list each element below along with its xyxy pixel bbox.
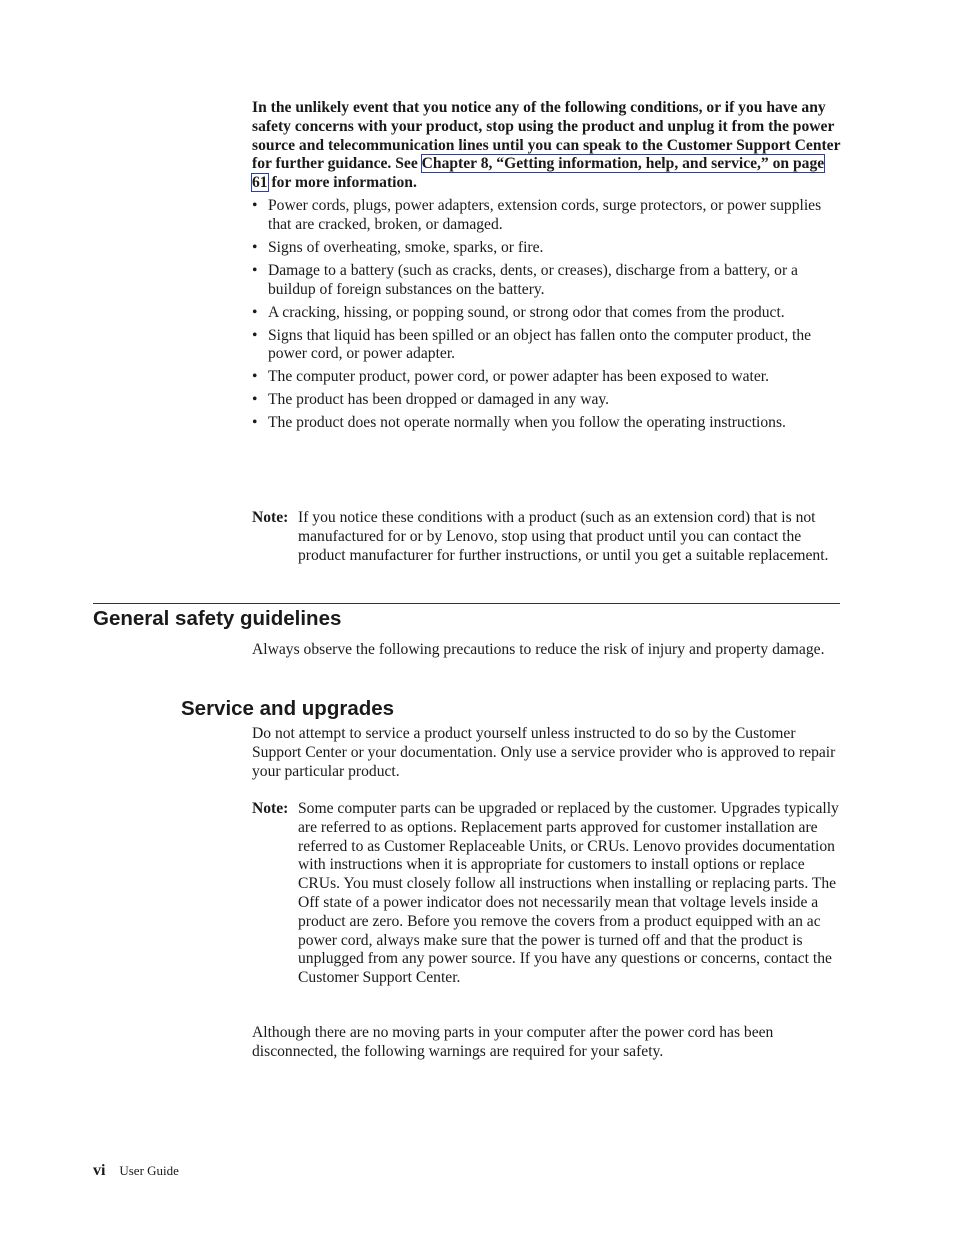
intro-text: In the unlikely event that you notice any of the following conditions, or if you have any safety concerns with your product, stop using the product and unplug it from the power source and telecommunication lines until you can speak to the Customer Support Center for further guidance. See xyxy=(252,99,841,173)
note-text: If you notice these conditions with a product (such as an extension cord) that is not manufactured for or by Lenovo, stop using that product until you can contact the product manufacturer for further instructions, or until you get a suitable replacement. xyxy=(298,509,829,564)
bullet-icon: • xyxy=(252,303,258,321)
list-item xyxy=(252,197,842,235)
note-text: Some computer parts can be upgraded or replaced by the customer. Upgrades typically are referred to as options. Replacement parts approved for customer installation are referred to as Customer Replaceable Units, or CRUs. Lenovo provides documentation with instructions when it is appropriate for customers to install options or replace CRUs. You must closely follow all instructions when installing or replacing parts. The Off state of a power indicator does not necessarily mean that voltage levels inside a product are zero. Before you remove the covers from a product equipped with an ac power cord, always make sure that the power is turned off and that the product is unplugged from any power source. If you have any questions or concerns, contact the Customer Support Center. xyxy=(298,800,839,987)
list-item xyxy=(252,391,842,410)
bullet-icon: • xyxy=(252,368,258,386)
list-item-text: The computer product, power cord, or power adapter has been exposed to water. xyxy=(268,368,769,386)
closing-text: Although there are no moving parts in your computer after the power cord has been disconnected, the following warnings are required for your safety. xyxy=(252,1024,774,1060)
list-item xyxy=(252,304,842,323)
page-number: vi xyxy=(93,1162,106,1179)
bullet-icon: • xyxy=(252,326,258,344)
bullet-icon: • xyxy=(252,238,258,256)
list-item-text: A cracking, hissing, or popping sound, or strong odor that comes from the product. xyxy=(268,303,785,321)
service-text: Do not attempt to service a product yourself unless instructed to do so by the Customer Support Center or your documentation. Only use a service provider who is approved to repair your particular product. xyxy=(252,725,836,780)
list-item-text: The product has been dropped or damaged in any way. xyxy=(268,391,610,409)
list-item-text: The product does not operate normally when you follow the operating instructions. xyxy=(268,414,786,432)
bullet-icon: • xyxy=(252,391,258,409)
list-item xyxy=(252,414,842,433)
bullet-icon: • xyxy=(252,197,258,214)
conditions-list xyxy=(252,197,842,437)
list-item xyxy=(252,262,842,300)
general-safety-text: Always observe the following precautions to reduce the risk of injury and property damage. xyxy=(252,641,825,658)
section-divider xyxy=(93,603,840,604)
page-footer xyxy=(93,1162,179,1181)
note-third-party xyxy=(252,509,842,565)
heading-general-safety: General safety guidelines xyxy=(93,607,342,630)
doc-title: User Guide xyxy=(119,1163,179,1178)
note-label: Note: xyxy=(252,509,289,526)
bullet-icon: • xyxy=(252,261,258,279)
bullet-icon: • xyxy=(252,414,258,432)
list-item-text: Signs of overheating, smoke, sparks, or fire. xyxy=(268,238,544,256)
list-item-text: Damage to a battery (such as cracks, dents, or creases), discharge from a battery, or a buildup of foreign substances on the battery. xyxy=(268,261,798,298)
chapter-8-link[interactable]: Chapter 8, “Getting information, help, and service,” on page 61 xyxy=(252,155,825,192)
list-item xyxy=(252,327,842,365)
heading-service-upgrades: Service and upgrades xyxy=(181,697,395,720)
list-item xyxy=(252,368,842,387)
note-upgrades xyxy=(252,800,842,988)
safety-intro xyxy=(252,99,842,193)
list-item-text: Power cords, plugs, power adapters, extension cords, surge protectors, or power supplies that are cracked, broken, or damaged. xyxy=(268,197,822,233)
list-item-text: Signs that liquid has been spilled or an object has fallen onto the computer product, the power cord, or power adapter. xyxy=(268,326,812,363)
list-item xyxy=(252,239,842,258)
intro-text-end: for more information. xyxy=(267,174,417,192)
note-label: Note: xyxy=(252,800,289,817)
